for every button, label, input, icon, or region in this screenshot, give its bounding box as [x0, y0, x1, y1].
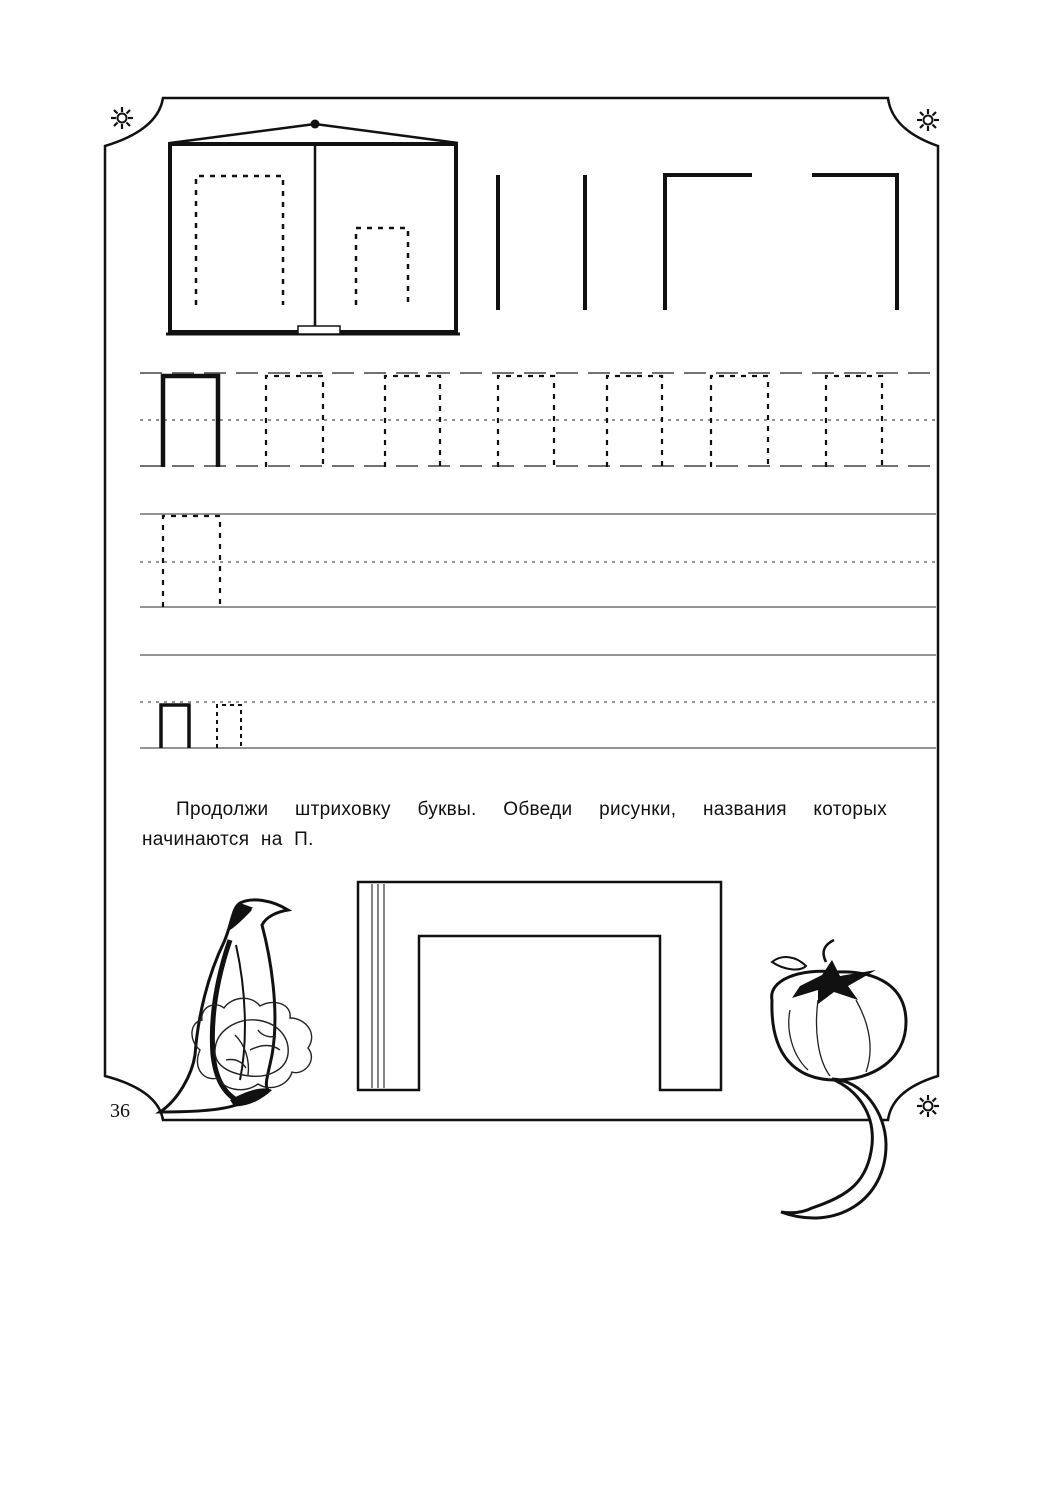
chalk-icon: [298, 326, 340, 334]
tomato-picture[interactable]: [772, 940, 906, 1080]
chalkboard-illustration: [166, 120, 460, 335]
writing-row-small: [140, 702, 936, 748]
writing-row-lower: [140, 514, 936, 655]
sun-ornament-icon-top-right: [917, 109, 939, 131]
letter-element-strokes: [498, 175, 897, 310]
penguin-picture[interactable]: [160, 900, 288, 1112]
sun-ornament-icon-bottom-right: [917, 1095, 939, 1117]
sun-ornament-icon-top-left: [111, 107, 133, 129]
large-letter-p-shading: [358, 882, 721, 1090]
crescent-moon-picture[interactable]: [781, 1079, 886, 1218]
writing-row-upper: [140, 373, 936, 467]
solid-letter-sample: [163, 376, 218, 467]
page-number: 36: [110, 1100, 130, 1122]
task-instruction: Продолжи штриховку буквы. Обведи рисунки, названия которых начинаются на П.: [142, 799, 887, 850]
